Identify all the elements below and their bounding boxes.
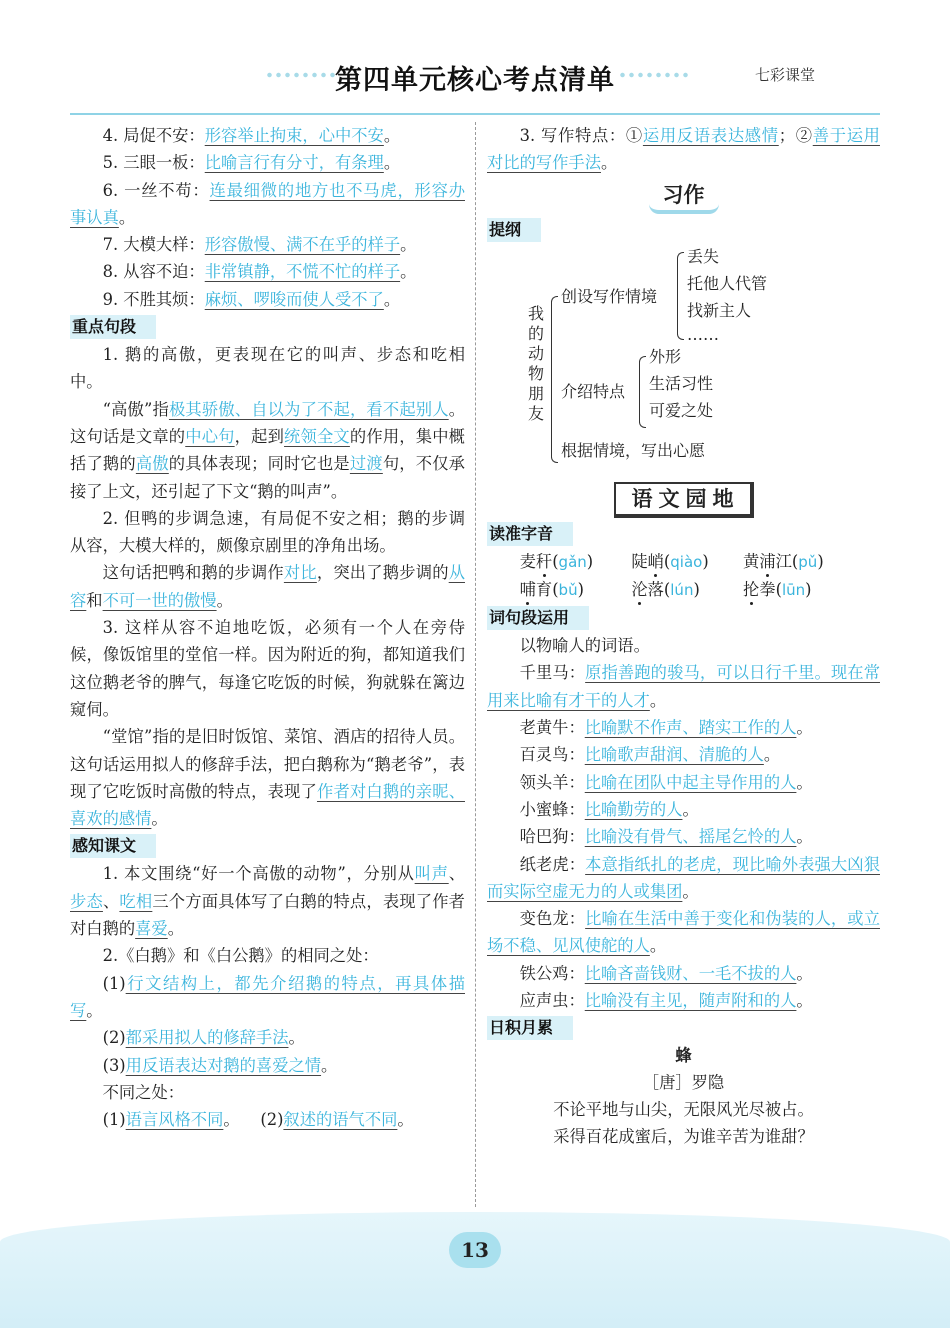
vocab-item: 4. 局促不安：形容举止拘束，心中不安。: [102, 126, 401, 145]
pinyin-item: 哺育(bǔ): [519, 579, 584, 599]
writing-features: 3. 写作特点：①运用反语表达感情；②善于运用对比的写作手法。: [487, 126, 880, 173]
outline-item: 外形: [649, 346, 682, 366]
same-item: (1)行文结构上，都先介绍鹅的特点，再具体描写。: [70, 973, 465, 1020]
section-perceive-text: 感知课文: [70, 834, 156, 858]
banner-chinese-garden: 语文园地: [487, 482, 880, 518]
sentence-2: 2. 但鸭的步调急速，有局促不安之相；鹅的步调从容，大模大样的，颇像京剧里的净角出场。: [70, 508, 465, 556]
outline-branch-3: 根据情境，写出心愿: [561, 440, 706, 460]
usage-item: 领头羊：比喻在团队中起主导作用的人。: [519, 772, 813, 792]
usage-item: 纸老虎：本意指纸扎的老虎，现比喻外表强大凶狠而实际空虚无力的人或集团。: [487, 854, 880, 901]
page-title: 第四单元核心考点清单: [335, 65, 615, 96]
usage-item: 老黄牛：比喻默不作声、踏实工作的人。: [519, 718, 813, 738]
page-number: 13: [449, 1232, 501, 1268]
usage-item: 铁公鸡：比喻吝啬钱财、一毛不拔的人。: [519, 963, 813, 983]
outline-item: 丢失: [687, 246, 720, 266]
sentence-3-explain: “堂馆”指的是旧时饭馆、菜馆、酒店的招待人员。这句话运用拟人的修辞手法，把白鹅称为“鹅老爷”，表现了它吃饭时高傲的特点，表现了作者对白鹅的亲昵、喜欢的感情。: [70, 727, 465, 829]
outline-brace-root: [551, 296, 558, 463]
outline-branch-2: 介绍特点: [561, 381, 626, 401]
perceive-2: 2.《白鹅》和《白公鹅》的相同之处：: [102, 946, 379, 966]
vocab-item: 9. 不胜其烦：麻烦、啰唆而使人受不了。: [102, 289, 401, 309]
pinyin-item: 沦落(lún): [631, 579, 700, 599]
header-dots-right: [618, 72, 688, 78]
outline-branch-1: 创设写作情境: [561, 286, 658, 306]
banner-composition: 习作: [487, 180, 880, 214]
pinyin-item: 黄浦江(pǔ): [743, 551, 824, 571]
poem-title: 蜂: [675, 1046, 692, 1066]
vocab-item: 8. 从容不迫：非常镇静，不慌不忙的样子。: [102, 262, 417, 282]
pinyin-item: 抡拳(lūn): [743, 579, 812, 599]
footer-band: [0, 1212, 950, 1328]
usage-item: 应声虫：比喻没有主见，随声附和的人。: [519, 991, 813, 1011]
outline-item: 生活习性: [649, 373, 714, 393]
vocab-item: 6. 一丝不苟：连最细微的地方也不马虎，形容办事认真。: [70, 180, 465, 227]
section-word-usage: 词句段运用: [487, 606, 589, 630]
section-key-sentences: 重点句段: [70, 315, 156, 339]
pinyin-item: 陡峭(qiào): [631, 551, 709, 571]
outline-root: 我的动物朋友: [527, 303, 544, 423]
pinyin-row: [487, 548, 880, 576]
outline-item: 托他人代管: [687, 273, 768, 293]
pinyin-item: 麦秆(gǎn): [519, 551, 594, 571]
column-divider: [475, 122, 476, 1207]
usage-intro: 以物喻人的词语。: [519, 636, 650, 656]
header-rule: [70, 113, 880, 115]
section-accumulation: 日积月累: [487, 1016, 573, 1040]
outline-item: 找新主人: [687, 300, 752, 320]
usage-item: 哈巴狗：比喻没有骨气、摇尾乞怜的人。: [519, 827, 813, 847]
outline-brace-2: [639, 356, 646, 428]
poem-line: 采得百花成蜜后，为谁辛苦为谁甜？: [553, 1127, 814, 1147]
vocab-item: 5. 三眼一板：比喻言行有分寸，有条理。: [102, 153, 401, 173]
same-item: (2)都采用拟人的修辞手法。: [102, 1028, 305, 1048]
usage-item: 小蜜蜂：比喻勤劳的人。: [519, 799, 699, 819]
outline-item: 可爱之处: [649, 400, 714, 420]
usage-item: 百灵鸟：比喻歌声甜润、清脆的人。: [519, 745, 781, 765]
perceive-1: 1. 本文围绕“好一个高傲的动物”，分别从叫声、步态、吃相三个方面具体写了白鹅的特点，表现了作者对白鹅的喜爱。: [70, 864, 465, 939]
usage-item: 变色龙：比喻在生活中善于变化和伪装的人，或立场不稳、见风使舵的人。: [487, 909, 880, 956]
same-item: (3)用反语表达对鹅的喜爱之情。: [102, 1055, 338, 1075]
diff-label: 不同之处：: [102, 1082, 185, 1102]
pinyin-row: [487, 576, 880, 604]
section-pronunciation: 读准字音: [487, 522, 573, 546]
left-column: [70, 122, 465, 1133]
poem-line: 不论平地与山尖，无限风光尽被占。: [553, 1100, 814, 1120]
section-outline: 提纲: [487, 218, 541, 242]
vocab-item: 7. 大模大样：形容傲慢、满不在乎的样子。: [102, 235, 417, 255]
outline-brace-1: [677, 252, 684, 340]
sentence-1-explain: “高傲”指极其骄傲、自以为了不起，看不起别人。这句话是文章的中心句，起到统领全文的作用，集中概括了鹅的高傲的具体表现；同时它也是过渡句，不仅承接了上文，还引起了下文“鹅的叫声”。: [70, 399, 465, 501]
right-column: [487, 122, 880, 1150]
sentence-1: 1. 鹅的高傲，更表现在它的叫声、步态和吃相中。: [70, 345, 465, 392]
sentence-2-explain: 这句话把鸭和鹅的步调作对比，突出了鹅步调的从容和不可一世的傲慢。: [70, 563, 465, 610]
sentence-3: 3. 这样从容不迫地吃饭，必须有一个人在旁侍候，像饭馆里的堂倌一样。因为附近的狗，都知道我们这位鹅老爷的脾气，每逢它吃饭的时候，狗就躲在篱边窥伺。: [70, 618, 465, 719]
poem-author: ［唐］罗隐: [642, 1073, 725, 1093]
outline-item: ……: [687, 324, 719, 344]
brand-label: 七彩课堂: [755, 66, 816, 84]
diff-items: (1)语言风格不同。 (2)叙述的语气不同。: [102, 1110, 414, 1130]
usage-item: 千里马：原指善跑的骏马，可以日行千里。现在常用来比喻有才干的人才。: [487, 663, 880, 710]
page-header: [0, 0, 950, 120]
outline-diagram: [487, 244, 880, 479]
